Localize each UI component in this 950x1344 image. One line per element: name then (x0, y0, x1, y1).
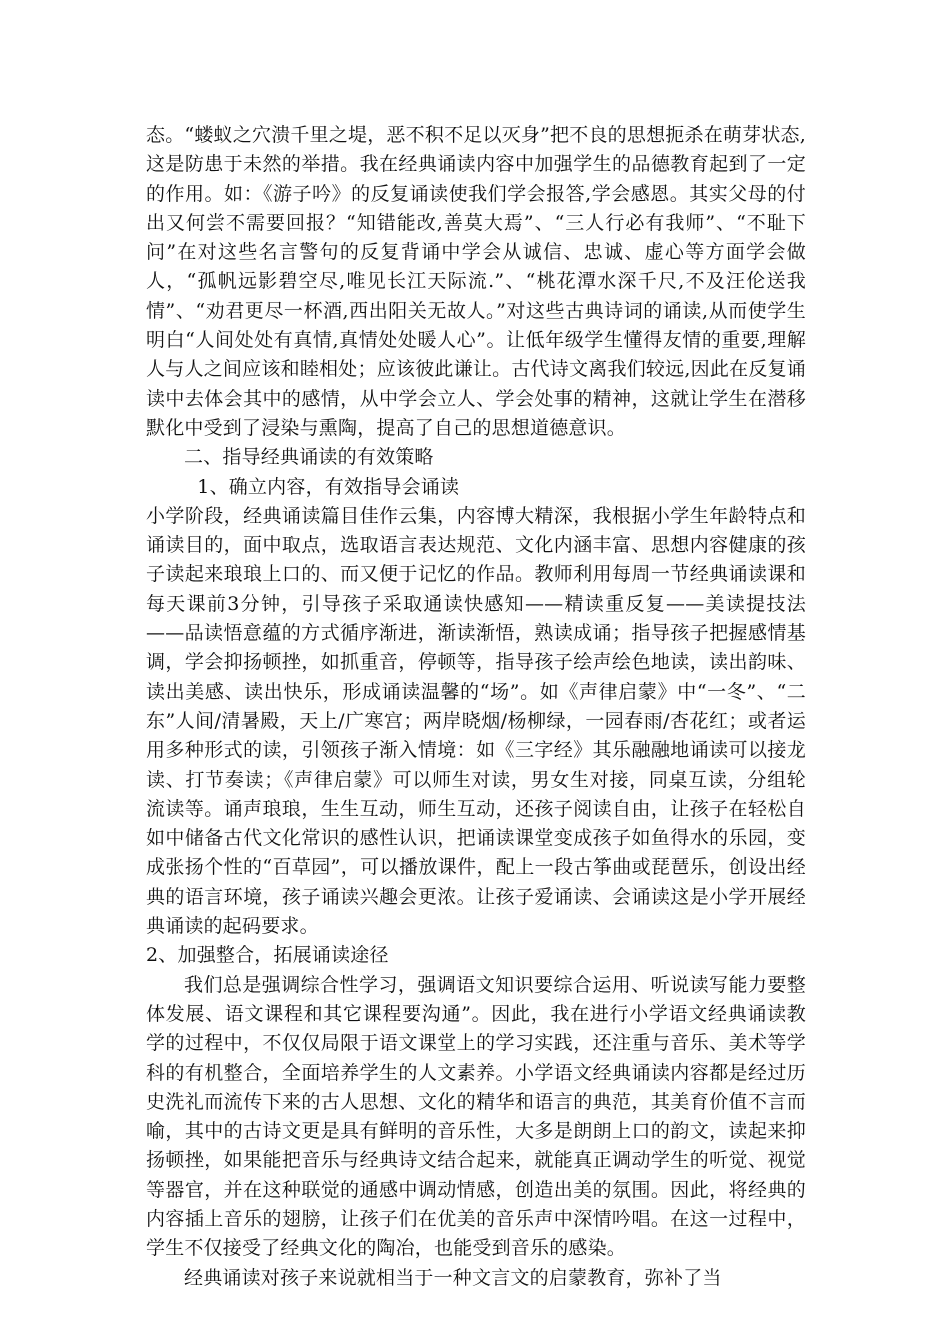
document-page (146, 121, 806, 1293)
section-heading-strategies: 二、指导经典诵读的有效策略 (184, 446, 434, 469)
paragraph-reading-guidance: 小学阶段，经典诵读篇目佳作云集，内容博大精深，我根据小学生年龄特点和诵读目的，面中取点，选取语言表达规范、文化内涵丰富、思想内容健康的孩子读起来琅琅上口的、而又便于记忆的作品。教师利用每周一节经典诵读课和每天课前3分钟，引导孩子采取通读快感知——精读重反复——美读提技法——品读悟意蕴的方式循序渐进，渐读渐悟，熟读成诵；指导孩子把握感情基调，学会抑扬顿挫，如抓重音，停顿等，指导孩子绘声绘色地读，读出韵味、读出美感、读出快乐，形成诵读温馨的“场”。如《声律启蒙》中“一冬”、“二东”人间/清暑殿，天上/广寒宫；两岸晓烟/杨柳绿，一园春雨/杏花红；或者运用多种形式的读，引领孩子渐入情境：如《三字经》其乐融融地诵读可以接龙读、打节奏读；《声律启蒙》可以师生对读，男女生对接，同桌互读，分组轮流读等。诵声琅琅，生生互动，师生互动，还孩子阅读自由，让孩子在轻松自如中储备古代文化常识的感性认识，把诵读课堂变成孩子如鱼得水的乐园，变成张扬个性的“百草园”，可以播放课件，配上一段古筝曲或琵琶乐，创设出经典的语言环境，孩子诵读兴趣会更浓。让孩子爱诵读、会诵读这是小学开展经典诵读的起码要求。 (146, 504, 806, 938)
paragraph-integration: 我们总是强调综合性学习，强调语文知识要综合运用、听说读写能力要整体发展、语文课程和其它课程要沟通”。因此，我在进行小学语文经典诵读教学的过程中，不仅仅局限于语文课堂上的学习实践，还注重与音乐、美术等学科的有机整合，全面培养学生的人文素养。小学语文经典诵读内容都是经过历史洗礼而流传下来的古人思想、文化的精华和语言的典范，其美育价值不言而喻，其中的古诗文更是具有鲜明的音乐性，大多是朗朗上口的韵文，读起来抑扬顿挫，如果能把音乐与经典诗文结合起来，就能真正调动学生的听觉、视觉等器官，并在这种联觉的通感中调动情感，创造出美的氛围。因此，将经典的内容插上音乐的翅膀，让孩子们在优美的音乐声中深情吟唱。在这一过程中，学生不仅接受了经典文化的陶冶，也能受到音乐的感染。 (146, 973, 806, 1260)
subheading-integration: 2、加强整合，拓展诵读途径 (146, 944, 389, 967)
paragraph-moral-education: 态。“蝼蚁之穴溃千里之堤，恶不积不足以灭身”把不良的思想扼杀在萌芽状态,这是防患于未然的举措。我在经典诵读内容中加强学生的品德教育起到了一定的作用。如：《游子吟》的反复诵读使我们学会报答,学会感恩。其实父母的付出又何尝不需要回报？“知错能改,善莫大焉”、“三人行必有我师”、“不耻下问”在对这些名言警句的反复背诵中学会从诚信、忠诚、虚心等方面学会做人，“孤帆远影碧空尽,唯见长江天际流.”、“桃花潭水深千尺,不及汪伦送我情”、“劝君更尽一杯酒,西出阳关无故人。”对这些古典诗词的诵读,从而使学生明白“人间处处有真情,真情处处暖人心”。让低年级学生懂得友情的重要,理解人与人之间应该和睦相处；应该彼此谦让。古代诗文离我们较远,因此在反复诵读中去体会其中的感情，从中学会立人、学会处事的精神，这就让学生在潜移默化中受到了浸染与熏陶，提高了自己的思想道德意识。 (146, 124, 806, 439)
subheading-content-selection: 1、确立内容，有效指导会诵读 (197, 475, 460, 498)
paragraph-enlightenment: 经典诵读对孩子来说就相当于一种文言文的启蒙教育，弥补了当 (184, 1266, 722, 1289)
